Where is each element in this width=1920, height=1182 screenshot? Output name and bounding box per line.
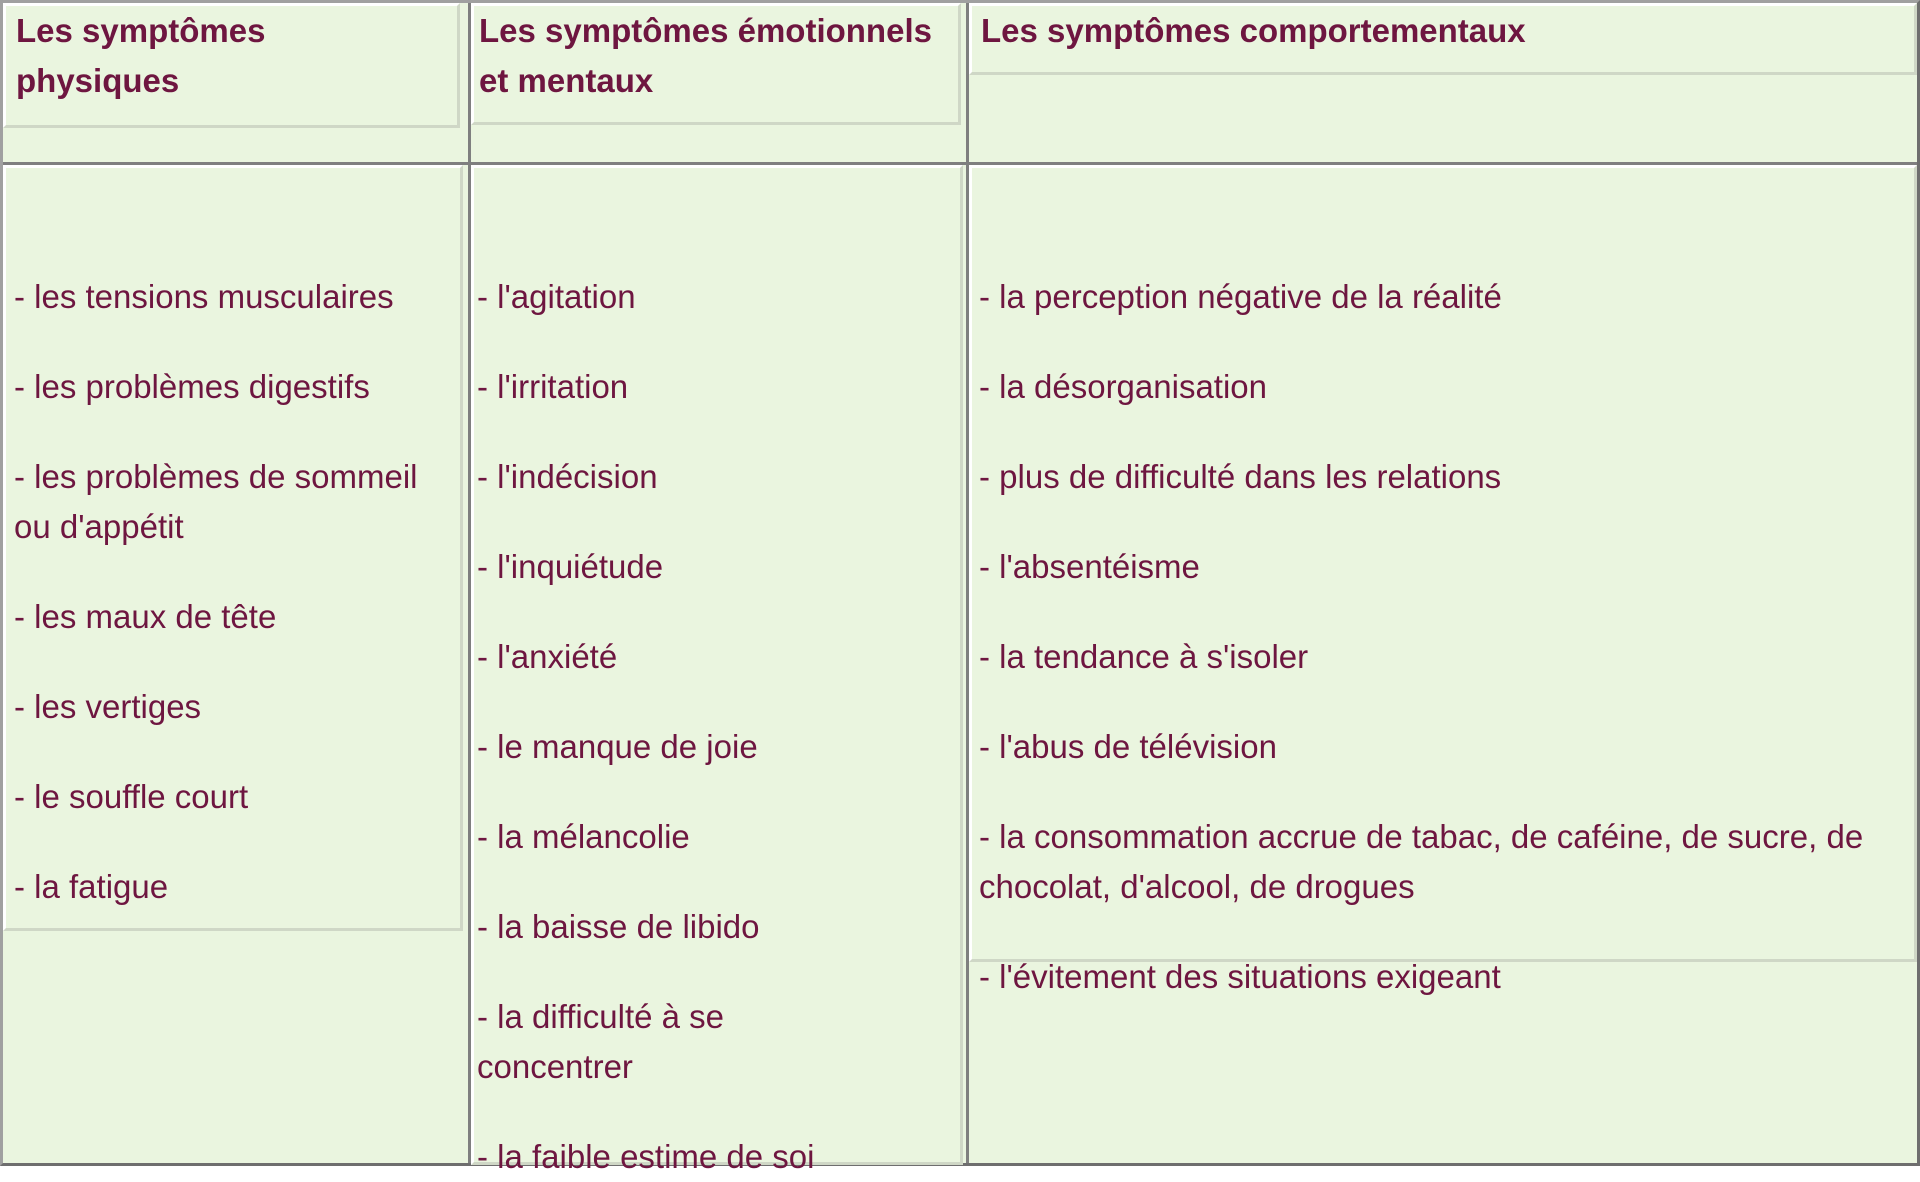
list-item: - la perception négative de la réalité <box>979 278 1502 315</box>
header-cell-behavioral <box>969 3 1917 75</box>
list-item: - l'absentéisme <box>979 548 1200 585</box>
list-item: - la mélancolie <box>477 818 690 855</box>
list-item: - l'inquiétude <box>477 548 664 585</box>
list-item: - les tensions musculaires <box>14 278 394 315</box>
list-item: - l'agitation <box>477 278 636 315</box>
list-item: - plus de difficulté dans les relations <box>979 458 1502 495</box>
header-emotional: Les symptômes émotionnels et mentaux <box>479 12 932 99</box>
list-item: - l'évitement des situations exigeant <box>979 958 1501 995</box>
header-cell-emotional <box>471 3 961 125</box>
behavioral-list <box>979 272 1909 1002</box>
list-item: - l'anxiété <box>477 638 618 675</box>
list-item: - l'abus de télévision <box>979 728 1277 765</box>
header-behavioral: Les symptômes comportementaux <box>981 12 1526 49</box>
body-cell-physical <box>3 165 463 931</box>
list-item: - la faible estime de soi <box>477 1138 815 1175</box>
list-item: - la consommation accrue de tabac, de caféine, de sucre, de chocolat, d'alcool, de drogues <box>979 818 1864 905</box>
list-item: - les maux de tête <box>14 598 277 635</box>
physical-list <box>14 272 459 912</box>
list-item: - la désorganisation <box>979 368 1268 405</box>
list-item: - le manque de joie <box>477 728 758 765</box>
emotional-list <box>477 272 957 1182</box>
list-item: - la difficulté à se concentrer <box>477 998 725 1085</box>
list-item: - l'indécision <box>477 458 658 495</box>
list-item: - les vertiges <box>14 688 202 725</box>
body-cell-behavioral <box>969 165 1917 995</box>
list-item: - les problèmes de sommeil ou d'appétit <box>14 458 418 545</box>
list-item: - le souffle court <box>14 778 249 815</box>
header-physical: Les symptômes physiques <box>16 12 266 99</box>
list-item: - la fatigue <box>14 868 169 905</box>
list-item: - l'irritation <box>477 368 629 405</box>
list-item: - les problèmes digestifs <box>14 368 370 405</box>
list-item: - la baisse de libido <box>477 908 760 945</box>
header-cell-physical <box>3 3 460 128</box>
body-cell-emotional <box>471 165 963 1175</box>
list-item: - la tendance à s'isoler <box>979 638 1309 675</box>
